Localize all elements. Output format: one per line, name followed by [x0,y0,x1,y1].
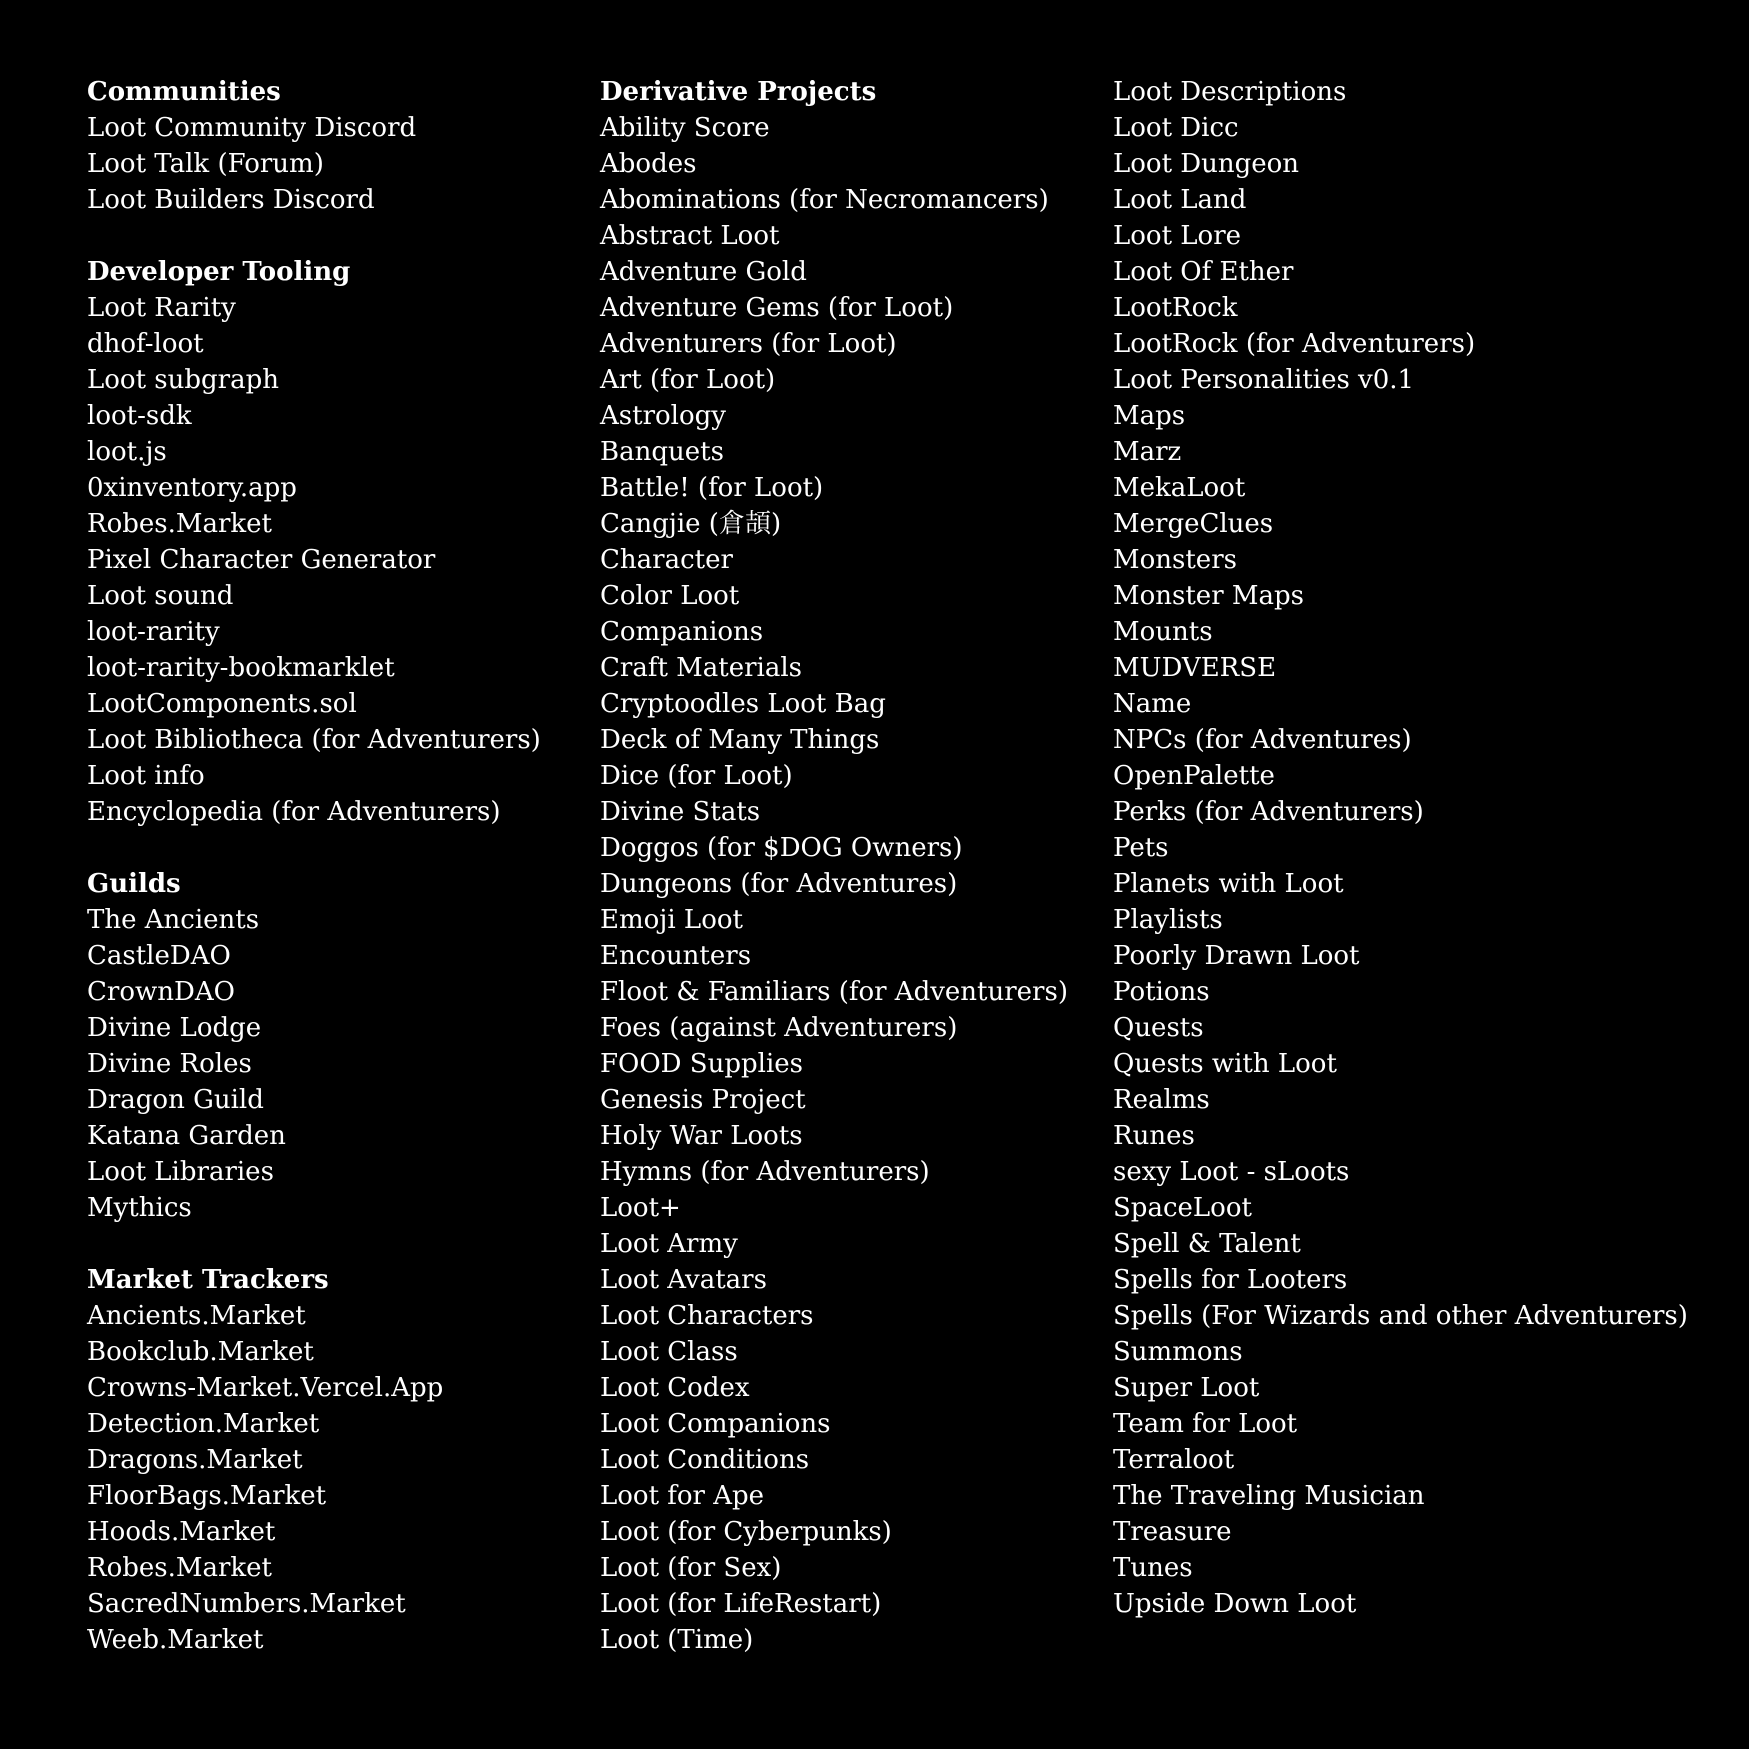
section-guilds [87,866,541,1226]
section-derivative-projects [600,74,1068,1658]
link-item[interactable]: Loot Dicc [1113,113,1239,143]
link-item[interactable]: Maps [1113,401,1186,431]
link-item[interactable]: Tunes [1113,1553,1193,1583]
link-item[interactable]: Loot (for Cyberpunks) [600,1517,892,1547]
link-item[interactable]: Loot Lore [1113,221,1242,251]
link-item[interactable]: Robes.Market [87,509,273,539]
link-item[interactable]: Adventurers (for Loot) [600,329,897,359]
link-item[interactable]: Loot Talk (Forum) [87,149,324,179]
link-item[interactable]: Loot Characters [600,1301,814,1331]
link-item[interactable]: Banquets [600,437,724,467]
link-item[interactable]: Loot Community Discord [87,113,417,143]
link-item[interactable]: Loot Codex [600,1373,750,1403]
link-item[interactable]: Playlists [1113,905,1223,935]
link-item[interactable]: Loot Of Ether [1113,257,1294,287]
link-item[interactable]: dhof-loot [87,329,204,359]
section-communities [87,74,541,218]
link-item[interactable]: Super Loot [1113,1373,1260,1403]
link-item[interactable]: sexy Loot - sLoots [1113,1157,1350,1187]
link-item[interactable]: Robes.Market [87,1553,273,1583]
link-item[interactable]: SacredNumbers.Market [87,1589,406,1619]
section-heading: Guilds [87,869,181,899]
link-item[interactable]: Pixel Character Generator [87,545,436,575]
link-item[interactable]: Summons [1113,1337,1243,1367]
link-item[interactable]: NPCs (for Adventures) [1113,725,1412,755]
link-item[interactable]: loot-sdk [87,401,192,431]
link-item[interactable]: Loot (Time) [600,1625,754,1655]
link-item[interactable]: Loot info [87,761,205,791]
link-item[interactable]: Perks (for Adventurers) [1113,797,1424,827]
link-item[interactable]: loot.js [87,437,167,467]
link-item[interactable]: Loot (for Sex) [600,1553,782,1583]
link-item[interactable]: Loot sound [87,581,234,611]
link-item[interactable]: FOOD Supplies [600,1049,803,1079]
link-item[interactable]: Detection.Market [87,1409,320,1439]
link-item[interactable]: Abstract Loot [600,221,780,251]
link-item[interactable]: Cangjie (倉頡) [600,509,782,539]
link-item[interactable]: Monsters [1113,545,1237,575]
link-item[interactable]: Adventure Gems (for Loot) [600,293,954,323]
link-item[interactable]: loot-rarity [87,617,220,647]
link-item[interactable]: Foes (against Adventurers) [600,1013,958,1043]
link-item[interactable]: Loot Builders Discord [87,185,375,215]
link-item[interactable]: Divine Lodge [87,1013,262,1043]
link-item[interactable]: Dungeons (for Adventures) [600,869,958,899]
link-item[interactable]: Potions [1113,977,1210,1007]
link-item[interactable]: FloorBags.Market [87,1481,327,1511]
link-item[interactable]: Treasure [1113,1517,1232,1547]
link-item[interactable]: The Ancients [87,905,260,935]
link-item[interactable]: Character [600,545,733,575]
link-item[interactable]: Quests with Loot [1113,1049,1337,1079]
link-item[interactable]: Terraloot [1113,1445,1235,1475]
link-item[interactable]: Cryptoodles Loot Bag [600,689,886,719]
link-item[interactable]: Spells (For Wizards and other Adventurers) [1113,1301,1688,1331]
link-item[interactable]: loot-rarity-bookmarklet [87,653,395,683]
link-item[interactable]: Dragon Guild [87,1085,264,1115]
link-item[interactable]: Runes [1113,1121,1195,1151]
link-item[interactable]: Emoji Loot [600,905,743,935]
link-item[interactable]: Mythics [87,1193,192,1223]
link-item[interactable]: Encyclopedia (for Adventurers) [87,797,501,827]
link-item[interactable]: Craft Materials [600,653,803,683]
link-item[interactable]: Loot Class [600,1337,738,1367]
column-3 [1113,74,1688,1622]
link-item[interactable]: Mounts [1113,617,1213,647]
link-item[interactable]: Bookclub.Market [87,1337,314,1367]
link-item[interactable]: MergeClues [1113,509,1274,539]
link-item[interactable]: 0xinventory.app [87,473,297,503]
link-item[interactable]: Loot Rarity [87,293,236,323]
link-item[interactable]: OpenPalette [1113,761,1275,791]
link-item[interactable]: Deck of Many Things [600,725,880,755]
link-item[interactable]: Loot Avatars [600,1265,767,1295]
link-item[interactable]: Genesis Project [600,1085,806,1115]
link-item[interactable]: Marz [1113,437,1182,467]
link-item[interactable]: Katana Garden [87,1121,286,1151]
link-item[interactable]: Art (for Loot) [600,365,776,395]
section-market-trackers [87,1262,541,1658]
link-item[interactable]: Battle! (for Loot) [600,473,824,503]
section-heading: Developer Tooling [87,257,351,287]
section-heading: Market Trackers [87,1265,329,1295]
section-heading: Derivative Projects [600,77,877,107]
link-item[interactable]: Loot Dungeon [1113,149,1300,179]
link-item[interactable]: Ability Score [600,113,770,143]
link-item[interactable]: Abominations (for Necromancers) [600,185,1049,215]
link-item[interactable]: Holy War Loots [600,1121,803,1151]
link-item[interactable]: Planets with Loot [1113,869,1344,899]
link-item[interactable]: Hymns (for Adventurers) [600,1157,930,1187]
link-item[interactable]: Name [1113,689,1192,719]
link-item[interactable]: Loot subgraph [87,365,279,395]
link-item[interactable]: Spell & Talent [1113,1229,1301,1259]
section-developer-tooling [87,254,541,830]
link-item[interactable]: LootRock [1113,293,1238,323]
link-item[interactable]: Monster Maps [1113,581,1305,611]
link-item[interactable]: Divine Stats [600,797,761,827]
link-item[interactable]: Realms [1113,1085,1210,1115]
link-item[interactable]: SpaceLoot [1113,1193,1252,1223]
link-item[interactable]: Dragons.Market [87,1445,303,1475]
link-item[interactable]: Encounters [600,941,752,971]
link-item[interactable]: CrownDAO [87,977,235,1007]
link-item[interactable]: Loot Personalities v0.1 [1113,365,1415,395]
link-item[interactable]: Loot+ [600,1193,681,1223]
link-item[interactable]: Doggos (for $DOG Owners) [600,833,963,863]
link-item[interactable]: Companions [600,617,764,647]
link-item[interactable]: Dice (for Loot) [600,761,793,791]
link-item[interactable]: Poorly Drawn Loot [1113,941,1360,971]
link-item[interactable]: Spells for Looters [1113,1265,1348,1295]
section-heading: Communities [87,77,281,107]
link-item[interactable]: MekaLoot [1113,473,1246,503]
link-item[interactable]: Color Loot [600,581,740,611]
link-item[interactable]: Pets [1113,833,1169,863]
link-item[interactable]: Loot Companions [600,1409,831,1439]
link-item[interactable]: Loot Bibliotheca (for Adventurers) [87,725,541,755]
link-item[interactable]: Loot Libraries [87,1157,274,1187]
link-item[interactable]: Loot (for LifeRestart) [600,1589,882,1619]
link-item[interactable]: Loot Descriptions [1113,77,1347,107]
link-item[interactable]: Astrology [600,401,726,431]
link-item[interactable]: Adventure Gold [600,257,807,287]
link-item[interactable]: Ancients.Market [87,1301,306,1331]
link-item[interactable]: MUDVERSE [1113,653,1277,683]
link-item[interactable]: Team for Loot [1113,1409,1298,1439]
link-item[interactable]: LootRock (for Adventurers) [1113,329,1476,359]
link-item[interactable]: Weeb.Market [87,1625,264,1655]
link-item[interactable]: Abodes [600,149,697,179]
link-item[interactable]: Crowns-Market.Vercel.App [87,1373,444,1403]
link-item[interactable]: Loot Conditions [600,1445,810,1475]
link-item[interactable]: Floot & Familiars (for Adventurers) [600,977,1068,1007]
link-item[interactable]: Upside Down Loot [1113,1589,1357,1619]
link-item[interactable]: Loot for Ape [600,1481,765,1511]
link-item[interactable]: The Traveling Musician [1113,1481,1425,1511]
link-item[interactable]: LootComponents.sol [87,689,357,719]
link-item[interactable]: Quests [1113,1013,1204,1043]
column-1 [87,74,541,1658]
section-continued [1113,74,1688,1622]
link-item[interactable]: Divine Roles [87,1049,252,1079]
link-item[interactable]: Hoods.Market [87,1517,276,1547]
link-item[interactable]: Loot Land [1113,185,1247,215]
link-item[interactable]: Loot Army [600,1229,738,1259]
link-item[interactable]: CastleDAO [87,941,231,971]
column-2 [600,74,1068,1658]
